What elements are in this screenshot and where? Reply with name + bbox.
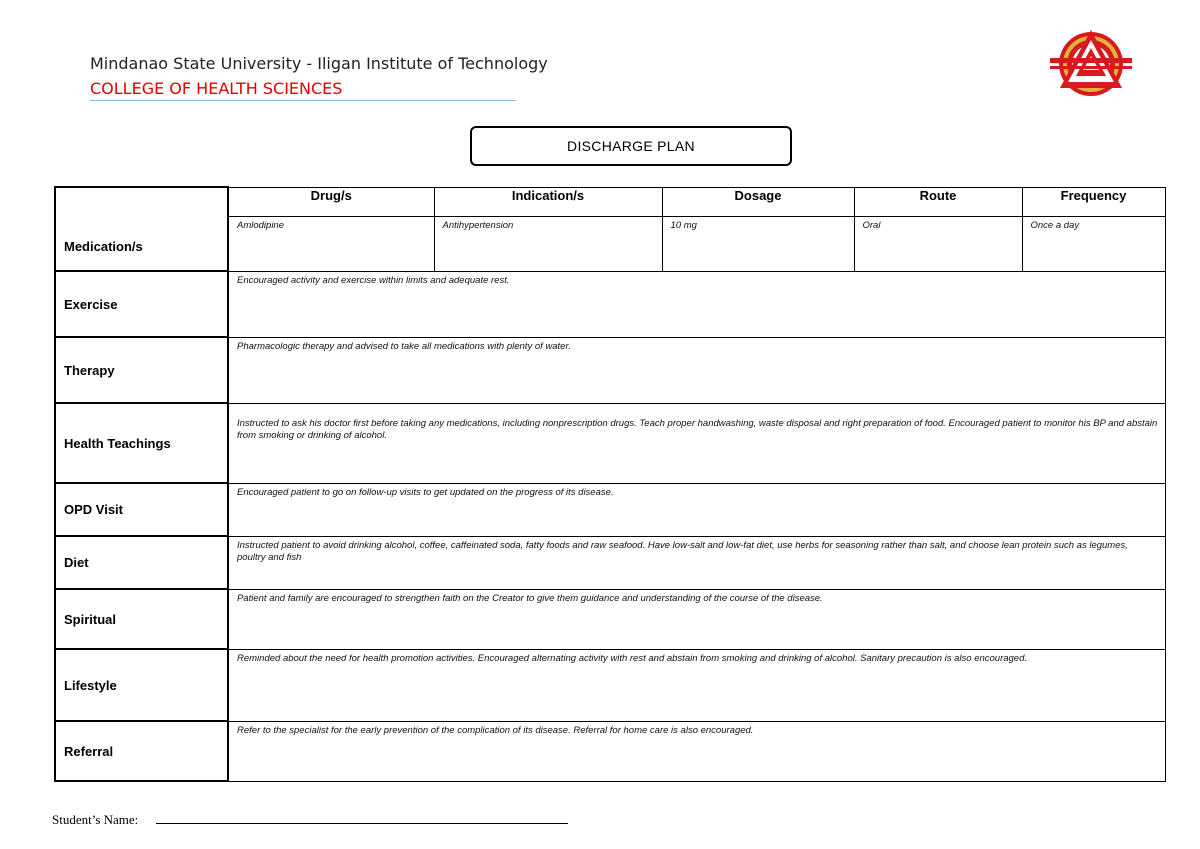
- row-text-therapy: Pharmacologic therapy and advised to take all medications with plenty of water.: [237, 340, 571, 352]
- row-label-lifestyle: Lifestyle: [64, 677, 117, 693]
- university-name: Mindanao State University - Iligan Institute of Technology: [90, 54, 548, 73]
- table-row: [55, 483, 1165, 536]
- col-header-indications: Indication/s: [434, 187, 662, 216]
- table-row: [55, 649, 1165, 721]
- row-label-medication: Medication/s: [64, 239, 143, 254]
- row-text-spiritual: Patient and family are encouraged to strengthen faith on the Creator to give them guidance and understanding of the course of the disease.: [237, 592, 823, 604]
- cell-drug: Amlodipine: [237, 219, 284, 231]
- row-text-opd-visit: Encouraged patient to go on follow-up visits to get updated on the progress of its disease.: [237, 486, 614, 498]
- row-text-health-teachings: Instructed to ask his doctor first before taking any medications, including nonprescription drugs. Teach proper handwashing, waste disposal and right preparation of food. Encouraged patient to monitor his BP and abstain from smoking or drinking of alcohol.: [237, 417, 1158, 441]
- medication-header-row: [55, 187, 1165, 216]
- row-text-referral: Refer to the specialist for the early prevention of the complication of its disease. Referral for home care is also encouraged.: [237, 724, 754, 736]
- row-text-diet: Instructed patient to avoid drinking alcohol, coffee, caffeinated soda, fatty foods and raw seafood. Have low-salt and low-fat diet, use herbs for seasoning rather than salt, and choose lean protein such as legumes, poultry and fish: [237, 539, 1128, 563]
- student-name-label: Student’s Name:: [52, 812, 139, 827]
- discharge-plan-table: [54, 186, 1166, 782]
- student-name-field[interactable]: [156, 823, 568, 824]
- table-row: [55, 337, 1165, 403]
- row-text-exercise: Encouraged activity and exercise within limits and adequate rest.: [237, 274, 510, 286]
- cell-indication: Antihypertension: [442, 219, 514, 231]
- col-header-drugs: Drug/s: [228, 187, 434, 216]
- row-label-spiritual: Spiritual: [64, 611, 117, 627]
- document-title: DISCHARGE PLAN: [470, 126, 792, 166]
- row-label-referral: Referral: [64, 743, 114, 759]
- row-label-diet: Diet: [64, 555, 89, 570]
- cell-dosage: 10 mg: [670, 219, 697, 231]
- table-row: [55, 721, 1165, 781]
- row-label-therapy: Therapy: [64, 362, 115, 378]
- col-header-frequency: Frequency: [1022, 187, 1165, 216]
- row-label-exercise: Exercise: [64, 296, 118, 312]
- college-underline: [90, 100, 516, 101]
- cell-route: Oral: [862, 219, 881, 231]
- row-label-health-teachings: Health Teachings: [64, 435, 171, 451]
- col-header-dosage: Dosage: [662, 187, 854, 216]
- col-header-route: Route: [854, 187, 1022, 216]
- table-row: [55, 271, 1165, 337]
- college-name: COLLEGE OF HEALTH SCIENCES: [90, 79, 343, 98]
- university-seal-icon: [1048, 22, 1134, 100]
- cell-frequency: Once a day: [1030, 219, 1080, 231]
- row-text-lifestyle: Reminded about the need for health promotion activities. Encouraged alternating activity with rest and abstain from smoking and drinking of alcohol. Sanitary precaution is also encouraged.: [237, 652, 1028, 664]
- table-row: [55, 536, 1165, 589]
- table-row: [55, 589, 1165, 649]
- table-row: [55, 403, 1165, 483]
- row-label-opd-visit: OPD Visit: [64, 502, 124, 517]
